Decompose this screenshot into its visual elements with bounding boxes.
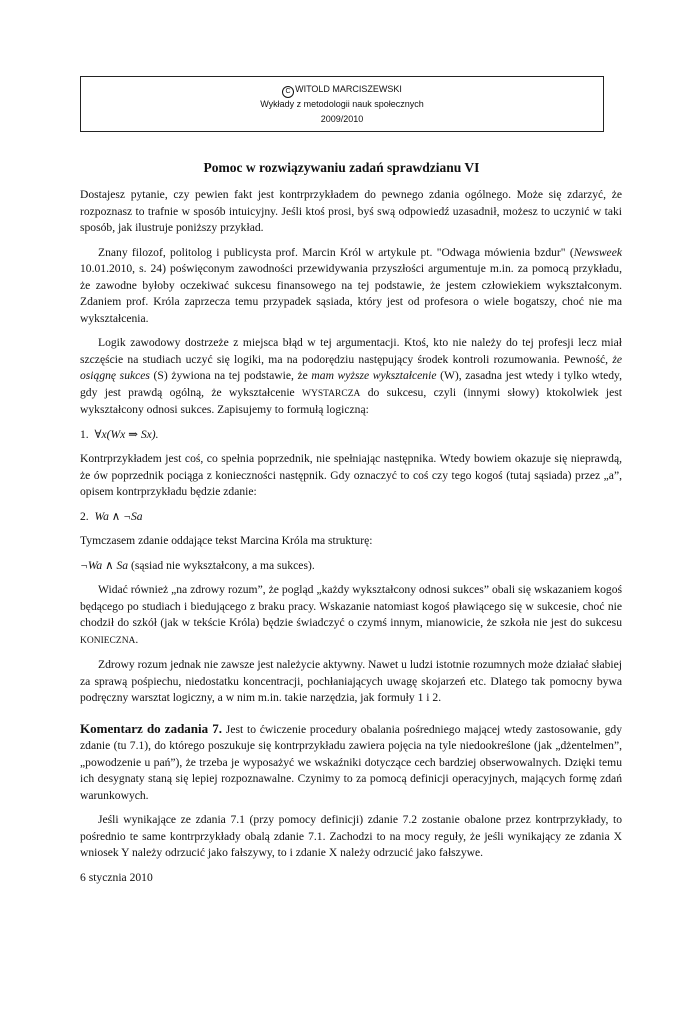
p3-text-d: mam wyższe wykształcenie: [311, 369, 437, 382]
p3-text-g: do sukcesu, czyli (innymi słowy) ktokolwiek jest wykształcony odnosi sukces. Zapisujemy to formułą logiczną:: [80, 385, 622, 416]
paragraph-3: [80, 335, 622, 419]
formula-1: [80, 427, 622, 444]
p2-newsweek: Newsweek: [573, 245, 622, 259]
p6-text-c: .: [135, 632, 139, 646]
page-title: Pomoc w rozwiązywaniu zadań sprawdzianu VI: [203, 160, 480, 175]
paragraph-4: Kontrprzykładem jest coś, co spełnia poprzednik, nie spełniając następnika. Wtedy bowiem okazuje się nieprawdą, że ów poprzednik pociąga z konieczności następnik. Gdy oznaczyć to coś czy tego kogoś (tutaj sąsiada) przez „a”, opisem kontrprzykładu będzie zdanie:: [80, 452, 622, 498]
formula-2-expr: Wa ∧ ¬Sa: [94, 509, 143, 523]
paragraph-9: Jeśli wynikające ze zdania 7.1 (przy pomocy definicji) zdanie 7.2 zostanie obalone przez kontrprzykłady, to pośrednio te same kontrprzykłady obalą zdanie 7.1. Zachodzi to na mocy reguły, że jeśli wynikający ze zdania X wniosek Y należy odrzucić jako fałszywy, to i zdanie X należy odrzucić jako fałszywe.: [80, 813, 622, 859]
document-body: [80, 187, 622, 894]
formula-2-number: 2.: [80, 509, 89, 523]
p8-text: Jest to ćwiczenie procedury obalania pośredniego mającej wtedy zastosowanie, gdy zdanie (tu 7.1), do którego poszukuje się kontrprzykładu zawiera pojęcia na tyle niedookreślone (jak „dżentelmen”, „powodzenie u pań”), że trzeba je wyposażyć we wskaźniki dotyczące cech bardziej obserwowalnych. Dzięki temu ich desygnaty staną się lepiej rozpoznawalne. Czynimy to za pomocą definicji operacyjnych, mających formę zdań warunkowych.: [80, 722, 622, 802]
p2-text-c: 10.01.2010, s. 24) poświęconym zawodności przewidywania przyszłości argumentuje m.in. za pomocą przykładu, że zawodne byłoby oczekiwać sukcesu finansowego na tej podstawie, że jestem człowiekiem wykształconym. Zdaniem prof. Króla zaprzecza temu przypadek sąsiada, który jest od profesora o wiele bogatszy, choć nie ma wykształcenia.: [80, 262, 622, 325]
header-box: [80, 76, 604, 132]
formula-3-note: (sąsiad nie wykształcony, a ma sukces).: [128, 558, 315, 572]
paragraph-5: Tymczasem zdanie oddające tekst Marcina Króla ma strukturę:: [80, 534, 373, 547]
formula-3-expr: ¬Wa ∧ Sa: [80, 558, 129, 572]
paragraph-1: Dostajesz pytanie, czy pewien fakt jest kontrprzykładem do pewnego zdania ogólnego. Może się zdarzyć, że rozpoznasz to trafnie w sposób intuicyjny. Jeśli ktoś prosi, byś swą odpowiedź uzasadnił, możesz to uczynić w taki sposób, jak ilustruje poniższy przykład.: [80, 188, 622, 234]
formula-1-expr: ∀x(Wx ⇒ Sx).: [94, 427, 159, 441]
paragraph-2: [80, 245, 622, 328]
formula-3: [80, 558, 622, 575]
copyright-icon: C: [282, 86, 294, 98]
formula-1-number: 1.: [80, 427, 89, 441]
p3-text-c: (S) żywiona na tej podstawie, że: [149, 369, 312, 382]
p3-text-a: Logik zawodowy dostrzeże z miejsca błąd w tej argumentacji. Ktoś, kto nie należy do tej profesji lecz miał szczęście na studiach uczyć się logiki, ma na podorędziu następujący środek kontroli rozumowania. Pewność,: [80, 336, 622, 366]
section-heading: Komentarz do zadania 7.: [80, 720, 223, 736]
p3-text-e: (W), zasadna jest wtedy i tylko wtedy, gdy jest prawdą ogólną, że wykształcenie: [80, 369, 622, 399]
p2-text-a: Znany filozof, politolog i publicysta prof. Marcin Król w artykule pt. "Odwaga mówienia bzdur" (: [98, 245, 574, 259]
paragraph-7: Zdrowy rozum jednak nie zawsze jest należycie aktywny. Nawet u ludzi istotnie rozumnych może działać słabiej za sprawą pośpiechu, niedostatku koncentracji, pochłaniających uwagę skojarzeń etc. Dlatego tak pomocny bywa podręczny warsztat logiczny, a w nim m.in. takie narzędzia, jak formuły 1 i 2.: [80, 658, 622, 704]
header-course: Wykłady z metodologii nauk społecznych: [260, 99, 424, 109]
paragraph-8: [80, 721, 622, 805]
p6-konieczna: KONIECZNA: [80, 635, 136, 646]
p3-wystarcza: WYSTARCZA: [302, 388, 361, 399]
p6-text-a: Widać również „na zdrowy rozum”, że pogląd „każdy wykształcony odnosi sukces” obali się wskazaniem kogoś będącego po studiach i biedującego z braku pracy. Wskazanie natomiast kogoś pławiącego się w sukcesie, choć nie chodził do szkół (jak w tekście Króla) będzie świadczyć o czymś innym, mianowicie, że szkoła nie jest do sukcesu: [80, 583, 622, 629]
document-date: 6 stycznia 2010: [80, 870, 153, 884]
header-year: 2009/2010: [320, 114, 364, 124]
paragraph-6: [80, 582, 622, 649]
header-author-line: [81, 81, 603, 98]
p3-text-b: że osiągnę sukces: [80, 352, 622, 382]
header-author: WITOLD MARCISZEWSKI: [295, 84, 402, 94]
formula-2: [80, 509, 622, 526]
